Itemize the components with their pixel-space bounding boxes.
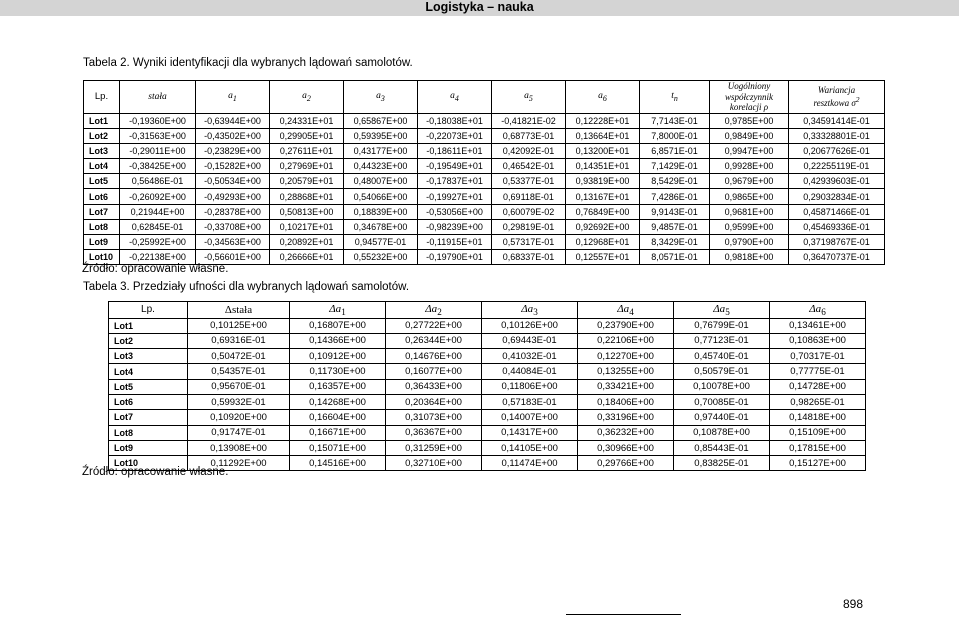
running-header-title: Logistyka – nauka	[425, 0, 534, 14]
cell-a5: 0,69118E-01	[492, 189, 566, 204]
cell-stala: 0,95670E-01	[188, 379, 290, 394]
col-header-delta-a3: $\Delta a_3$	[482, 302, 578, 319]
cell-lot: Lot2	[84, 128, 120, 143]
cell-d6: 0,14728E+00	[770, 379, 866, 394]
cell-d6: 0,10863E+00	[770, 333, 866, 348]
cell-rho: 0,9818E+00	[710, 250, 789, 265]
cell-d2: 0,31259E+00	[386, 440, 482, 455]
cell-a2: 0,24331E+01	[270, 113, 344, 128]
cell-stala: -0,22138E+00	[120, 250, 196, 265]
cell-stala: 0,21944E+00	[120, 204, 196, 219]
col-header-a6: $a_6$	[566, 81, 640, 114]
cell-a3: 0,65867E+00	[344, 113, 418, 128]
cell-stala: -0,29011E+00	[120, 143, 196, 158]
cell-lot: Lot8	[109, 425, 188, 440]
cell-rho: 0,9599E+00	[710, 219, 789, 234]
table-row	[109, 440, 866, 455]
cell-d3: 0,10126E+00	[482, 318, 578, 333]
cell-lot: Lot10	[84, 250, 120, 265]
table-row	[109, 425, 866, 440]
table2-source-note: Źródło: opracowanie własne.	[82, 263, 229, 275]
cell-d2: 0,27722E+00	[386, 318, 482, 333]
cell-a5: 0,57317E-01	[492, 235, 566, 250]
cell-a1: -0,33708E+00	[196, 219, 270, 234]
cell-stala: 0,56486E-01	[120, 174, 196, 189]
cell-sigma: 0,22255119E-01	[789, 159, 885, 174]
col-header-a2: $a_2$	[270, 81, 344, 114]
cell-sigma: 0,33328801E-01	[789, 128, 885, 143]
cell-tn: 7,1429E-01	[640, 159, 710, 174]
cell-a3: 0,48007E+00	[344, 174, 418, 189]
cell-a4: -0,19549E+01	[418, 159, 492, 174]
col-header-tn: $t_n$	[640, 81, 710, 114]
cell-d2: 0,14676E+00	[386, 349, 482, 364]
col-header-lp: Lp.	[109, 302, 188, 319]
col-header-variance: Wariancja resztkowa $\sigma^2$	[789, 81, 885, 114]
cell-d6: 0,98265E-01	[770, 394, 866, 409]
cell-d6: 0,17815E+00	[770, 440, 866, 455]
cell-d5: 0,50579E-01	[674, 364, 770, 379]
col-header-delta-a1: $\Delta a_1$	[290, 302, 386, 319]
table-row	[109, 364, 866, 379]
cell-sigma: 0,29032834E-01	[789, 189, 885, 204]
cell-a5: 0,46542E-01	[492, 159, 566, 174]
table3-caption: Tabela 3. Przedziały ufności dla wybranych lądowań samolotów.	[83, 281, 410, 293]
table2-caption: Tabela 2. Wyniki identyfikacji dla wybranych lądowań samolotów.	[83, 57, 413, 69]
cell-d1: 0,16671E+00	[290, 425, 386, 440]
cell-stala: 0,59932E-01	[188, 394, 290, 409]
cell-a4: -0,22073E+01	[418, 128, 492, 143]
cell-a6: 0,14351E+01	[566, 159, 640, 174]
cell-a2: 0,26666E+01	[270, 250, 344, 265]
cell-d5: 0,85443E-01	[674, 440, 770, 455]
cell-a5: -0,41821E-02	[492, 113, 566, 128]
cell-d1: 0,10912E+00	[290, 349, 386, 364]
cell-d6: 0,77775E-01	[770, 364, 866, 379]
cell-lot: Lot2	[109, 333, 188, 348]
col-header-lp: Lp.	[84, 81, 120, 114]
cell-tn: 9,4857E-01	[640, 219, 710, 234]
cell-lot: Lot6	[84, 189, 120, 204]
table-row	[84, 174, 885, 189]
cell-a4: -0,19790E+01	[418, 250, 492, 265]
cell-a4: -0,11915E+01	[418, 235, 492, 250]
cell-d4: 0,22106E+00	[578, 333, 674, 348]
cell-d5: 0,97440E-01	[674, 410, 770, 425]
cell-d1: 0,15071E+00	[290, 440, 386, 455]
cell-a4: -0,19927E+01	[418, 189, 492, 204]
cell-a6: 0,13200E+01	[566, 143, 640, 158]
cell-a5: 0,68337E-01	[492, 250, 566, 265]
col-header-a5: $a_5$	[492, 81, 566, 114]
cell-rho: 0,9947E+00	[710, 143, 789, 158]
cell-lot: Lot4	[84, 159, 120, 174]
col-header-delta-a6: $\Delta a_6$	[770, 302, 866, 319]
cell-d2: 0,16077E+00	[386, 364, 482, 379]
cell-a1: -0,23829E+00	[196, 143, 270, 158]
cell-tn: 9,9143E-01	[640, 204, 710, 219]
table-row	[84, 235, 885, 250]
col-header-correlation: Uogólniony współczynnik korelacji ρ	[710, 81, 789, 114]
footer-rule	[566, 614, 681, 615]
table2-header-row	[84, 81, 885, 114]
cell-tn: 8,0571E-01	[640, 250, 710, 265]
cell-d3: 0,11474E+00	[482, 456, 578, 471]
cell-a1: -0,15282E+00	[196, 159, 270, 174]
cell-d2: 0,20364E+00	[386, 394, 482, 409]
cell-d6: 0,15127E+00	[770, 456, 866, 471]
cell-d5: 0,83825E-01	[674, 456, 770, 471]
cell-lot: Lot5	[84, 174, 120, 189]
cell-rho: 0,9679E+00	[710, 174, 789, 189]
cell-a4: -0,18611E+01	[418, 143, 492, 158]
cell-tn: 7,7143E-01	[640, 113, 710, 128]
cell-lot: Lot1	[109, 318, 188, 333]
table-row	[109, 410, 866, 425]
table-row	[109, 318, 866, 333]
cell-a1: -0,50534E+00	[196, 174, 270, 189]
cell-sigma: 0,45469336E-01	[789, 219, 885, 234]
cell-tn: 8,3429E-01	[640, 235, 710, 250]
cell-d4: 0,12270E+00	[578, 349, 674, 364]
cell-d6: 0,70317E-01	[770, 349, 866, 364]
cell-stala: 0,54357E-01	[188, 364, 290, 379]
table3-source-note: Źródło: opracowanie własne.	[82, 466, 229, 478]
cell-stala: -0,38425E+00	[120, 159, 196, 174]
cell-a2: 0,10217E+01	[270, 219, 344, 234]
cell-d3: 0,14007E+00	[482, 410, 578, 425]
cell-stala: -0,31563E+00	[120, 128, 196, 143]
cell-stala: 0,69316E-01	[188, 333, 290, 348]
cell-rho: 0,9785E+00	[710, 113, 789, 128]
cell-d4: 0,13255E+00	[578, 364, 674, 379]
cell-d2: 0,36367E+00	[386, 425, 482, 440]
cell-stala: 0,62845E-01	[120, 219, 196, 234]
cell-d5: 0,70085E-01	[674, 394, 770, 409]
col-header-delta-a4: $\Delta a_4$	[578, 302, 674, 319]
cell-stala: -0,25992E+00	[120, 235, 196, 250]
cell-sigma: 0,42939603E-01	[789, 174, 885, 189]
cell-lot: Lot7	[109, 410, 188, 425]
cell-stala: 0,13908E+00	[188, 440, 290, 455]
cell-rho: 0,9928E+00	[710, 159, 789, 174]
cell-d1: 0,14268E+00	[290, 394, 386, 409]
cell-d4: 0,36232E+00	[578, 425, 674, 440]
cell-stala: 0,91747E-01	[188, 425, 290, 440]
cell-sigma: 0,45871466E-01	[789, 204, 885, 219]
confidence-intervals-table	[108, 301, 866, 471]
cell-stala: 0,11292E+00	[188, 456, 290, 471]
cell-lot: Lot3	[84, 143, 120, 158]
cell-a6: 0,12228E+01	[566, 113, 640, 128]
col-header-delta-a2: $\Delta a_2$	[386, 302, 482, 319]
cell-tn: 7,4286E-01	[640, 189, 710, 204]
table-row	[84, 143, 885, 158]
cell-tn: 7,8000E-01	[640, 128, 710, 143]
cell-d3: 0,44084E-01	[482, 364, 578, 379]
cell-rho: 0,9790E+00	[710, 235, 789, 250]
table-row	[84, 128, 885, 143]
table-row	[84, 113, 885, 128]
cell-a4: -0,53056E+00	[418, 204, 492, 219]
cell-d1: 0,14366E+00	[290, 333, 386, 348]
cell-a3: 0,43177E+00	[344, 143, 418, 158]
cell-lot: Lot10	[109, 456, 188, 471]
table-row	[109, 333, 866, 348]
page-number: 898	[843, 597, 864, 611]
cell-sigma: 0,20677626E-01	[789, 143, 885, 158]
cell-d5: 0,76799E-01	[674, 318, 770, 333]
cell-a3: 0,44323E+00	[344, 159, 418, 174]
cell-d4: 0,30966E+00	[578, 440, 674, 455]
cell-a1: -0,43502E+00	[196, 128, 270, 143]
cell-a1: -0,49293E+00	[196, 189, 270, 204]
cell-d1: 0,11730E+00	[290, 364, 386, 379]
table-row	[109, 394, 866, 409]
cell-a2: 0,20892E+01	[270, 235, 344, 250]
cell-lot: Lot7	[84, 204, 120, 219]
cell-d5: 0,10878E+00	[674, 425, 770, 440]
col-header-a1: $a_1$	[196, 81, 270, 114]
cell-a5: 0,42092E-01	[492, 143, 566, 158]
cell-a1: -0,63944E+00	[196, 113, 270, 128]
cell-lot: Lot4	[109, 364, 188, 379]
cell-d4: 0,29766E+00	[578, 456, 674, 471]
cell-lot: Lot9	[109, 440, 188, 455]
cell-tn: 8,5429E-01	[640, 174, 710, 189]
cell-a1: -0,34563E+00	[196, 235, 270, 250]
cell-d1: 0,16807E+00	[290, 318, 386, 333]
cell-a1: -0,28378E+00	[196, 204, 270, 219]
cell-rho: 0,9865E+00	[710, 189, 789, 204]
table-row	[84, 219, 885, 234]
col-header-a4: $a_4$	[418, 81, 492, 114]
cell-a2: 0,27611E+01	[270, 143, 344, 158]
cell-a3: 0,18839E+00	[344, 204, 418, 219]
cell-d6: 0,15109E+00	[770, 425, 866, 440]
cell-a6: 0,12968E+01	[566, 235, 640, 250]
cell-a3: 0,34678E+00	[344, 219, 418, 234]
cell-sigma: 0,36470737E-01	[789, 250, 885, 265]
col-header-stala: stała	[120, 81, 196, 114]
cell-d1: 0,16357E+00	[290, 379, 386, 394]
cell-a5: 0,60079E-02	[492, 204, 566, 219]
cell-a4: -0,18038E+01	[418, 113, 492, 128]
cell-d5: 0,77123E-01	[674, 333, 770, 348]
cell-a5: 0,53377E-01	[492, 174, 566, 189]
cell-sigma: 0,37198767E-01	[789, 235, 885, 250]
cell-a6: 0,92692E+00	[566, 219, 640, 234]
cell-lot: Lot9	[84, 235, 120, 250]
cell-rho: 0,9681E+00	[710, 204, 789, 219]
identification-results-table	[83, 80, 885, 265]
cell-a4: -0,17837E+01	[418, 174, 492, 189]
col-header-delta-stala: Δstała	[188, 302, 290, 319]
cell-stala: -0,19360E+00	[120, 113, 196, 128]
col-header-delta-a5: $\Delta a_5$	[674, 302, 770, 319]
cell-d3: 0,57183E-01	[482, 394, 578, 409]
cell-d5: 0,10078E+00	[674, 379, 770, 394]
cell-a6: 0,12557E+01	[566, 250, 640, 265]
cell-rho: 0,9849E+00	[710, 128, 789, 143]
cell-a6: 0,93819E+00	[566, 174, 640, 189]
cell-d1: 0,14516E+00	[290, 456, 386, 471]
cell-lot: Lot6	[109, 394, 188, 409]
cell-a2: 0,27969E+01	[270, 159, 344, 174]
cell-d4: 0,18406E+00	[578, 394, 674, 409]
table-row	[84, 189, 885, 204]
table-row	[84, 159, 885, 174]
table-row	[84, 204, 885, 219]
cell-a6: 0,13167E+01	[566, 189, 640, 204]
cell-a3: 0,94577E-01	[344, 235, 418, 250]
cell-lot: Lot1	[84, 113, 120, 128]
cell-d6: 0,13461E+00	[770, 318, 866, 333]
cell-a5: 0,29819E-01	[492, 219, 566, 234]
cell-a5: 0,68773E-01	[492, 128, 566, 143]
table-row	[109, 379, 866, 394]
cell-d5: 0,45740E-01	[674, 349, 770, 364]
col-header-a3: $a_3$	[344, 81, 418, 114]
cell-a6: 0,13664E+01	[566, 128, 640, 143]
cell-a6: 0,76849E+00	[566, 204, 640, 219]
cell-a1: -0,56601E+00	[196, 250, 270, 265]
cell-stala: 0,10920E+00	[188, 410, 290, 425]
cell-a2: 0,20579E+01	[270, 174, 344, 189]
cell-lot: Lot5	[109, 379, 188, 394]
cell-lot: Lot8	[84, 219, 120, 234]
cell-d6: 0,14818E+00	[770, 410, 866, 425]
cell-a3: 0,54066E+00	[344, 189, 418, 204]
cell-a3: 0,55232E+00	[344, 250, 418, 265]
cell-a2: 0,28868E+01	[270, 189, 344, 204]
cell-a3: 0,59395E+00	[344, 128, 418, 143]
cell-tn: 6,8571E-01	[640, 143, 710, 158]
cell-a2: 0,29905E+01	[270, 128, 344, 143]
cell-stala: 0,50472E-01	[188, 349, 290, 364]
cell-sigma: 0,34591414E-01	[789, 113, 885, 128]
cell-d1: 0,16604E+00	[290, 410, 386, 425]
cell-d3: 0,69443E-01	[482, 333, 578, 348]
cell-d3: 0,11806E+00	[482, 379, 578, 394]
cell-d2: 0,32710E+00	[386, 456, 482, 471]
cell-d2: 0,26344E+00	[386, 333, 482, 348]
cell-d4: 0,33421E+00	[578, 379, 674, 394]
cell-stala: 0,10125E+00	[188, 318, 290, 333]
cell-d3: 0,14105E+00	[482, 440, 578, 455]
cell-d2: 0,31073E+00	[386, 410, 482, 425]
cell-d4: 0,23790E+00	[578, 318, 674, 333]
cell-a4: -0,98239E+00	[418, 219, 492, 234]
cell-d3: 0,14317E+00	[482, 425, 578, 440]
cell-lot: Lot3	[109, 349, 188, 364]
cell-a2: 0,50813E+00	[270, 204, 344, 219]
table3-header-row	[109, 302, 866, 319]
table-row	[109, 349, 866, 364]
cell-d4: 0,33196E+00	[578, 410, 674, 425]
cell-d2: 0,36433E+00	[386, 379, 482, 394]
cell-d3: 0,41032E-01	[482, 349, 578, 364]
cell-stala: -0,26092E+00	[120, 189, 196, 204]
